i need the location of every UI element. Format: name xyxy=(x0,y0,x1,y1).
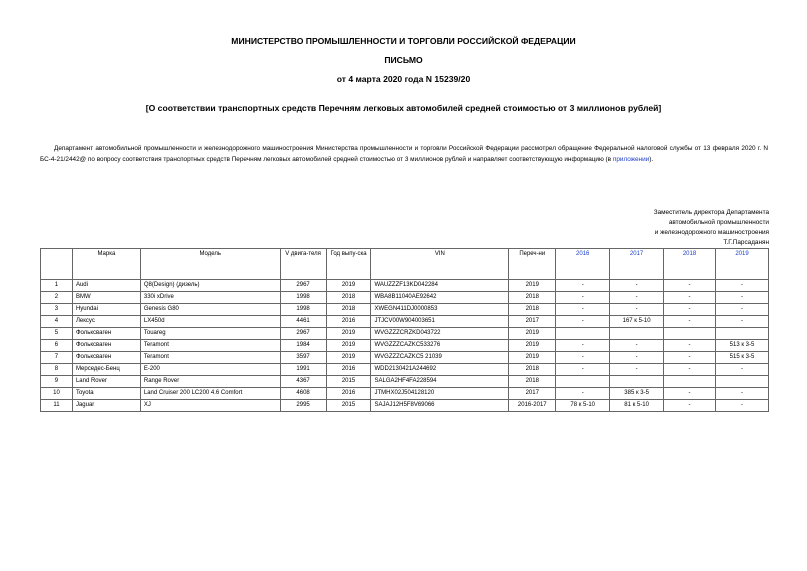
table-cell xyxy=(556,328,610,340)
table-cell: - xyxy=(610,304,664,316)
table-row xyxy=(41,316,769,328)
table-cell: 2016 xyxy=(326,388,371,400)
table-row xyxy=(41,364,769,376)
table-cell: - xyxy=(556,364,610,376)
table-cell: Фольксваген xyxy=(72,340,140,352)
table-cell: 2019 xyxy=(326,352,371,364)
table-cell: - xyxy=(556,292,610,304)
table-cell: Мерседес-Бенц xyxy=(72,364,140,376)
table-cell: 2015 xyxy=(326,400,371,412)
vehicles-table xyxy=(40,248,769,412)
table-cell: 167 к 5-10 xyxy=(610,316,664,328)
table-cell: 2018 xyxy=(509,364,556,376)
table-cell: Teramont xyxy=(140,352,280,364)
table-row xyxy=(41,352,769,364)
table-cell: 3 xyxy=(41,304,73,316)
table-cell: Лексус xyxy=(72,316,140,328)
table-cell: 2019 xyxy=(509,340,556,352)
table-cell: - xyxy=(715,364,768,376)
table-cell: 9 xyxy=(41,376,73,388)
signature-line-4: Т.Г.Парсаданян xyxy=(723,239,769,246)
table-cell: 1991 xyxy=(280,364,326,376)
table-cell: 1984 xyxy=(280,340,326,352)
table-cell: 330i xDrive xyxy=(140,292,280,304)
table-cell xyxy=(664,376,716,388)
table-cell: - xyxy=(556,280,610,292)
table-cell: 78 к 5-10 xyxy=(556,400,610,412)
signature-line-2: автомобильной промышленности xyxy=(668,219,769,226)
column-header: V двига-теля xyxy=(280,249,326,280)
table-cell: - xyxy=(610,280,664,292)
table-cell: - xyxy=(664,400,716,412)
table-cell: Q8(Design) (дизель) xyxy=(140,280,280,292)
signature-line-1: Заместитель директора Департамента xyxy=(653,209,769,216)
table-cell: SAJAJ12H5F8V69066 xyxy=(371,400,509,412)
table-cell: 6 xyxy=(41,340,73,352)
table-cell xyxy=(715,376,768,388)
table-row xyxy=(41,292,769,304)
column-header: Переч-ни xyxy=(509,249,556,280)
table-row xyxy=(41,304,769,316)
table-cell: 2995 xyxy=(280,400,326,412)
table-cell: 1 xyxy=(41,280,73,292)
column-header: Год выпу-ска xyxy=(326,249,371,280)
table-cell: 4367 xyxy=(280,376,326,388)
paragraph-text: Департамент автомобильной промышленности и железнодорожного машиностроения Министерства промышленности и торговли Российской Федерации рассмотрел обращение Федеральной налоговой службы от 13 февраля 2020 г. N БС-4-21/2442@ по вопросу соответствия транспортных средств Перечням легковых автомобилей средней стоимостью от 3 миллионов рублей и направляет соответствующую информацию (в xyxy=(40,145,768,163)
table-cell: 4461 xyxy=(280,316,326,328)
table-body xyxy=(41,280,769,412)
column-header: 2019 xyxy=(715,249,768,280)
table-cell: - xyxy=(664,352,716,364)
table-cell: 2967 xyxy=(280,328,326,340)
table-row xyxy=(41,280,769,292)
table-row xyxy=(41,328,769,340)
table-cell: BMW xyxy=(72,292,140,304)
table-cell xyxy=(610,376,664,388)
table-cell: WAUZZZF13KD042284 xyxy=(371,280,509,292)
table-row xyxy=(41,340,769,352)
table-cell: E-200 xyxy=(140,364,280,376)
appendix-link[interactable]: приложении xyxy=(612,156,650,163)
table-cell: - xyxy=(610,364,664,376)
table-cell: 2016 xyxy=(326,364,371,376)
table-cell: - xyxy=(715,400,768,412)
table-cell: Land Rover xyxy=(72,376,140,388)
table-cell xyxy=(715,328,768,340)
table-cell: - xyxy=(715,388,768,400)
table-cell: - xyxy=(715,304,768,316)
column-header: Марка xyxy=(72,249,140,280)
table-cell: - xyxy=(715,280,768,292)
table-row xyxy=(41,400,769,412)
table-cell: WDD2130421A244692 xyxy=(371,364,509,376)
signature-block xyxy=(654,208,769,248)
table-cell: JTJCV00W904003651 xyxy=(371,316,509,328)
table-cell: 2018 xyxy=(509,292,556,304)
table-cell: 2017 xyxy=(509,316,556,328)
table-cell: Genesis G80 xyxy=(140,304,280,316)
table-cell: - xyxy=(664,292,716,304)
table-cell: WBA8B11040AE92642 xyxy=(371,292,509,304)
table-cell: Hyundai xyxy=(72,304,140,316)
table-cell: 515 к 3-5 xyxy=(715,352,768,364)
table-cell: - xyxy=(664,388,716,400)
table-cell: 5 xyxy=(41,328,73,340)
table-cell: WVGZZZCRZKD043722 xyxy=(371,328,509,340)
table-cell: 4 xyxy=(41,316,73,328)
table-cell: - xyxy=(556,352,610,364)
table-cell: 2967 xyxy=(280,280,326,292)
table-cell: Teramont xyxy=(140,340,280,352)
table-cell: - xyxy=(556,304,610,316)
table-cell: - xyxy=(715,316,768,328)
column-header: VIN xyxy=(371,249,509,280)
table-cell: 4608 xyxy=(280,388,326,400)
table-cell: 11 xyxy=(41,400,73,412)
column-header: 2018 xyxy=(664,249,716,280)
table-cell: 385 к 3-5 xyxy=(610,388,664,400)
signature-line-3: и железнодорожного машиностроения xyxy=(654,229,769,236)
table-cell: 8 xyxy=(41,364,73,376)
table-cell: 2016-2017 xyxy=(509,400,556,412)
document-subject: [О соответствии транспортных средств Перечням легковых автомобилей средней стоимостью от 3 миллионов рублей] xyxy=(145,103,662,113)
table-cell: 2018 xyxy=(509,304,556,316)
table-cell: - xyxy=(610,292,664,304)
document-type: ПИСЬМО xyxy=(384,55,423,65)
table-cell: 2019 xyxy=(509,280,556,292)
table-cell: 2019 xyxy=(509,328,556,340)
ministry-title: МИНИСТЕРСТВО ПРОМЫШЛЕННОСТИ И ТОРГОВЛИ РОССИЙСКОЙ ФЕДЕРАЦИИ xyxy=(231,36,576,46)
table-cell: 7 xyxy=(41,352,73,364)
table-cell: 10 xyxy=(41,388,73,400)
table-cell: XJ xyxy=(140,400,280,412)
table-cell: XWEGN411DJ0000853 xyxy=(371,304,509,316)
table-cell: 2017 xyxy=(509,388,556,400)
table-cell: 81 к 5-10 xyxy=(610,400,664,412)
column-header: Модель xyxy=(140,249,280,280)
table-cell: 2018 xyxy=(509,376,556,388)
table-cell: 2018 xyxy=(326,304,371,316)
table-cell: 2015 xyxy=(326,376,371,388)
table-cell: - xyxy=(610,340,664,352)
table-cell: Land Cruiser 200 LC200 4.6 Comfort xyxy=(140,388,280,400)
table-cell xyxy=(610,328,664,340)
table-cell: - xyxy=(556,316,610,328)
table-cell: - xyxy=(664,304,716,316)
table-cell: 513 к 3-5 xyxy=(715,340,768,352)
table-cell: - xyxy=(556,340,610,352)
table-cell xyxy=(556,376,610,388)
table-cell: Range Rover xyxy=(140,376,280,388)
table-cell: WVGZZZCAZKC533276 xyxy=(371,340,509,352)
table-cell: SALGA2HF4FA228594 xyxy=(371,376,509,388)
table-cell: - xyxy=(610,352,664,364)
table-cell: 1998 xyxy=(280,292,326,304)
table-cell: - xyxy=(664,280,716,292)
table-cell: 2 xyxy=(41,292,73,304)
table-cell: 3597 xyxy=(280,352,326,364)
table-cell: Jaguar xyxy=(72,400,140,412)
table-cell: WVGZZZCAZKC5 21039 xyxy=(371,352,509,364)
table-cell: Фольксваген xyxy=(72,352,140,364)
table-cell: 2019 xyxy=(326,340,371,352)
table-cell: Touareg xyxy=(140,328,280,340)
table-cell: Фольксваген xyxy=(72,328,140,340)
table-row xyxy=(41,388,769,400)
table-cell: 2019 xyxy=(326,328,371,340)
table-cell: 2019 xyxy=(326,280,371,292)
column-header: 2016 xyxy=(556,249,610,280)
table-cell: - xyxy=(664,364,716,376)
table-cell: LX450d xyxy=(140,316,280,328)
table-cell: 2019 xyxy=(509,352,556,364)
document-date-number: от 4 марта 2020 года N 15239/20 xyxy=(336,74,471,84)
table-cell: JTMHX02J504128120 xyxy=(371,388,509,400)
table-cell: 2018 xyxy=(326,292,371,304)
column-header xyxy=(41,249,73,280)
table-cell: - xyxy=(664,316,716,328)
table-cell: Audi xyxy=(72,280,140,292)
table-cell: - xyxy=(556,388,610,400)
table-cell: Toyota xyxy=(72,388,140,400)
table-cell: - xyxy=(664,340,716,352)
table-row xyxy=(41,376,769,388)
body-paragraph xyxy=(40,143,768,165)
table-cell: 1998 xyxy=(280,304,326,316)
table-cell: - xyxy=(715,292,768,304)
table-cell xyxy=(664,328,716,340)
table-cell: 2016 xyxy=(326,316,371,328)
column-header: 2017 xyxy=(610,249,664,280)
paragraph-end: ). xyxy=(649,156,654,163)
table-header-row xyxy=(41,249,769,280)
